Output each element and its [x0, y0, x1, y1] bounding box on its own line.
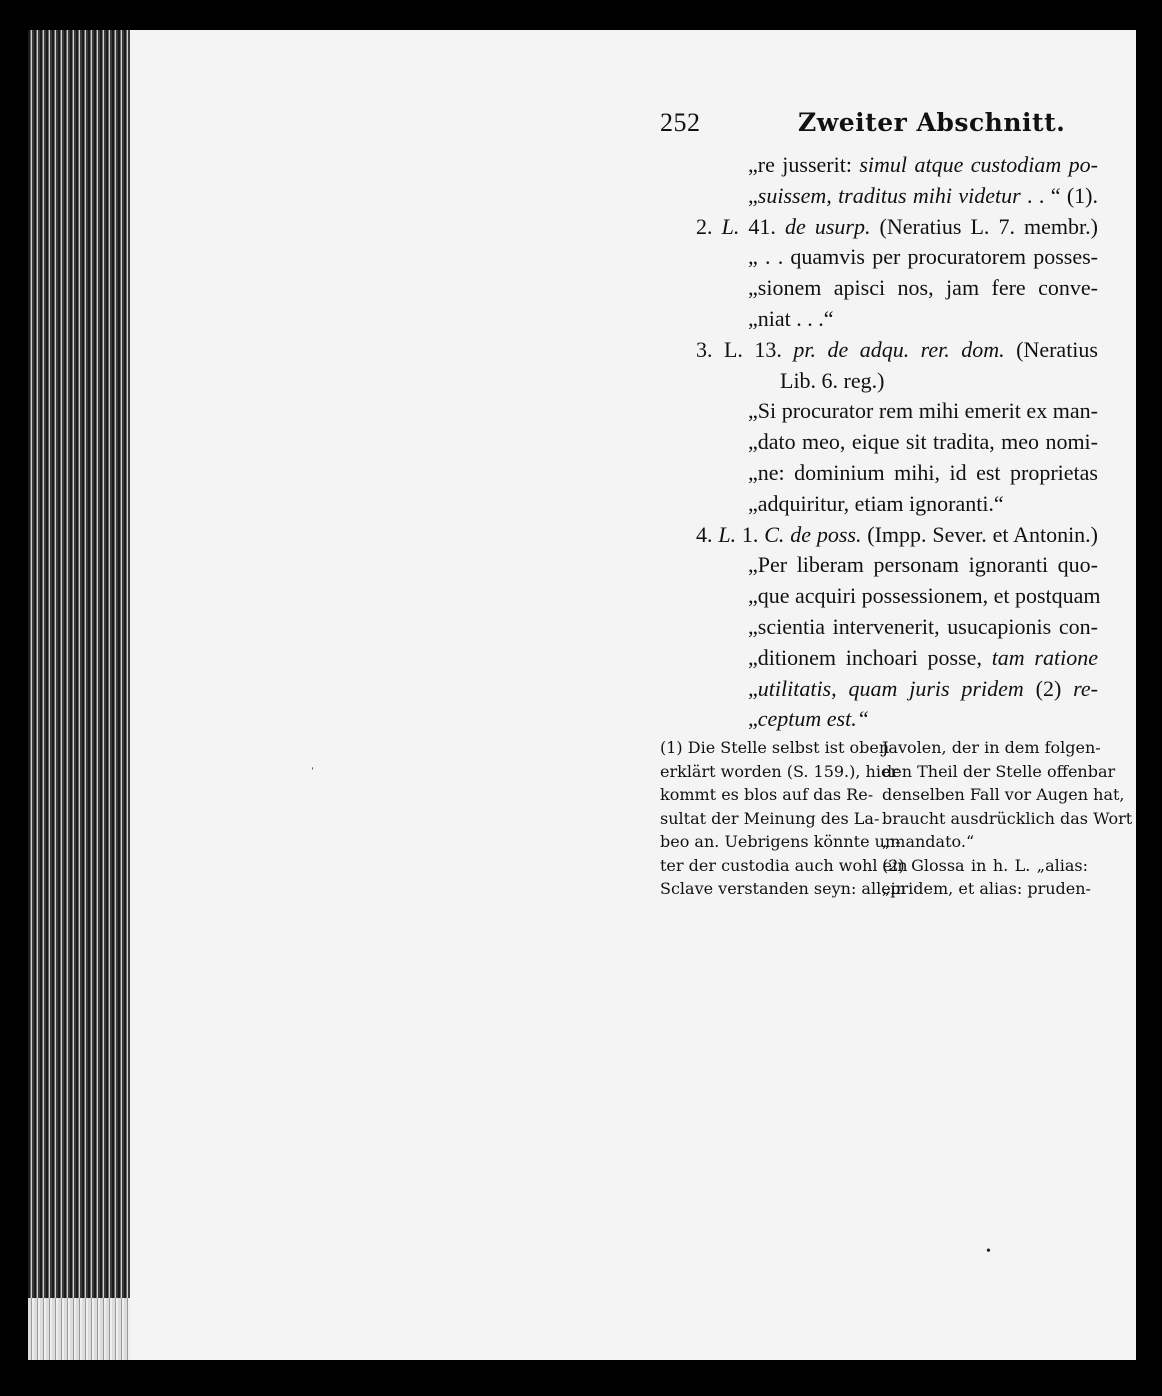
text-line: [748, 581, 1101, 611]
text-line: [748, 273, 1098, 303]
italic-span: pr. de adqu. rer. dom.: [793, 336, 1005, 362]
text-span: „Per liberam personam ignoranti quo-: [748, 552, 1098, 578]
text-line: [780, 366, 884, 396]
text-line: [748, 427, 1098, 457]
text-span: . . “ (1).: [1020, 182, 1098, 208]
text-span: „ . . quamvis per procuratorem posses-: [748, 244, 1098, 270]
text-span: (Neratius: [1004, 336, 1098, 362]
text-line: [748, 643, 1098, 673]
text-span: 4.: [696, 521, 719, 547]
footnote-line: beo an. Uebrigens könnte un-: [660, 832, 901, 851]
text-line: [748, 612, 1098, 642]
page-header: [660, 108, 1100, 148]
italic-span: tam ratione: [991, 644, 1098, 670]
text-span: (2): [1023, 675, 1074, 701]
text-line: [748, 704, 1098, 734]
text-span: 3. L. 13.: [696, 336, 794, 362]
text-line: [696, 212, 1098, 242]
footnote-line: den Theil der Stelle offenbar: [882, 761, 1116, 781]
italic-span: L.: [721, 213, 740, 239]
text-span: „niat . . .“: [748, 306, 834, 331]
italic-span: utilitatis, quam juris pridem: [757, 675, 1024, 701]
text-span: „scientia intervenerit, usucapionis con-: [748, 614, 1098, 639]
text-span: Lib. 6. reg.): [780, 367, 885, 393]
italic-span: suissem, traditus mihi videtur: [757, 182, 1021, 208]
footnote-line: ter der custodia auch wohl ein: [660, 855, 908, 875]
text-line: [748, 181, 1098, 211]
show-through-text: [660, 160, 665, 178]
footnote-column-right: [882, 736, 1133, 901]
footnote-line: sultat der Meinung des La-: [660, 808, 880, 828]
text-span: 2.: [696, 213, 722, 239]
text-line: [748, 674, 1098, 704]
stray-mark: •: [986, 1244, 991, 1259]
text-span: „adquiritur, etiam ignoranti.“: [748, 490, 1004, 516]
italic-span: simul atque custodiam po-: [859, 152, 1098, 177]
text-span: „ditionem inchoari posse,: [748, 644, 992, 670]
text-line: [748, 458, 1098, 488]
page-edge-stack: [28, 30, 130, 1360]
italic-span: re-: [1073, 675, 1098, 701]
text-span: „Si procurator rem mihi emerit ex man-: [748, 398, 1098, 424]
text-span: „re jusserit:: [748, 152, 860, 177]
footnote-column-left: [660, 736, 908, 901]
text-span: „: [748, 182, 758, 208]
text-line: [748, 150, 1098, 180]
text-line: [696, 335, 1098, 365]
footnote-line: Javolen, der in dem folgen-: [882, 738, 1101, 757]
running-head: Zweiter Abschnitt.: [798, 108, 1066, 137]
stray-mark: ˈ: [310, 766, 315, 781]
italic-span: C. de poss.: [764, 521, 862, 547]
italic-span: L.: [718, 521, 737, 547]
text-span: „: [748, 675, 758, 701]
italic-span: de usurp.: [784, 213, 871, 239]
text-span: „dato meo, eique sit tradita, meo nomi-: [748, 429, 1098, 455]
footnote-line: denselben Fall vor Augen hat,: [882, 785, 1125, 804]
text-span: 1.: [736, 521, 765, 547]
text-line: [748, 396, 1098, 426]
text-span: „sionem apisci nos, jam fere conve-: [748, 275, 1098, 301]
footnote-line: braucht ausdrücklich das Wort: [882, 808, 1133, 828]
footnote-line: kommt es blos auf das Re-: [660, 785, 874, 804]
text-line: [748, 550, 1098, 580]
text-line: [696, 520, 1098, 550]
text-line: [748, 242, 1098, 272]
text-span: „que acquiri possessionem, et postquam: [748, 583, 1101, 609]
footnote-line: „mandato.“: [882, 832, 975, 851]
footnote-line: (1) Die Stelle selbst ist oben: [660, 738, 890, 757]
footnote-line: Sclave verstanden seyn: allein: [660, 879, 907, 898]
page-number: 252: [660, 108, 701, 137]
footnote-line: erklärt worden (S. 159.), hier: [660, 761, 899, 781]
text-span: (Impp. Sever. et Antonin.): [861, 521, 1099, 547]
text-span: „: [748, 706, 758, 732]
footnote-line: (2) Glossa in h. L. „alias:: [882, 855, 1088, 875]
page-edge-bottom: [28, 1298, 130, 1360]
footnotes: [660, 736, 1133, 906]
text-line: [748, 304, 1098, 334]
text-span: (Neratius L. 7. membr.): [870, 213, 1098, 239]
text-line: [748, 489, 1098, 519]
footnote-line: „pridem, et alias: pruden-: [882, 879, 1091, 898]
text-span: „ne: dominium mihi, id est proprietas: [748, 460, 1098, 485]
text-span: 41.: [739, 213, 785, 239]
italic-span: ceptum est.“: [757, 706, 869, 732]
